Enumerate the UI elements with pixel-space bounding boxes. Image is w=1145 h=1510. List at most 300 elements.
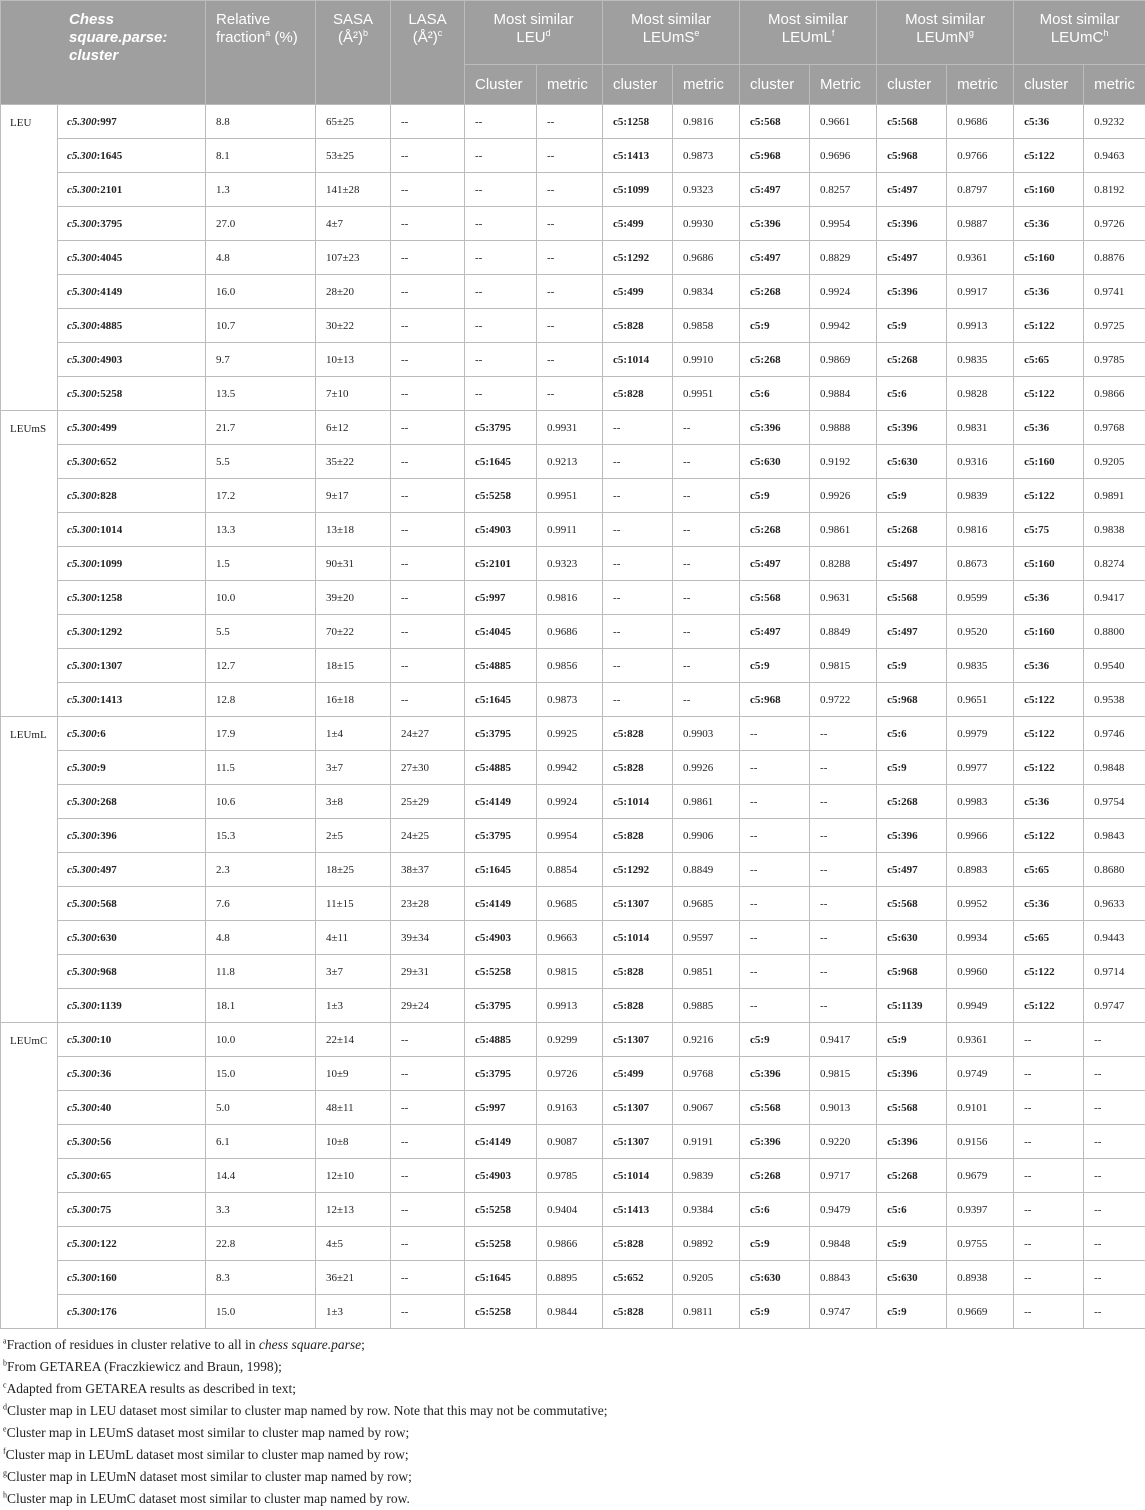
cell-leu-metric: 0.9785 [537, 1159, 603, 1193]
cell-leumn-cluster: c5:630 [877, 921, 947, 955]
cell-leums-cluster: c5:828 [603, 955, 673, 989]
cell-leu-metric: 0.9163 [537, 1091, 603, 1125]
footnote-marker: g [3, 1469, 7, 1478]
table-row [1, 1057, 1145, 1091]
cell-leuml-cluster: c5:268 [740, 513, 810, 547]
cell-leums-metric: 0.9892 [673, 1227, 740, 1261]
cell-leums-metric: 0.9903 [673, 717, 740, 751]
cell-leumn-metric: 0.9979 [947, 717, 1014, 751]
cell-lasa: -- [391, 513, 465, 547]
cell-leumc-cluster: -- [1014, 1227, 1084, 1261]
footnote [3, 1356, 1145, 1378]
cell-leu-cluster: -- [465, 207, 537, 241]
cell-leumn-metric: 0.9839 [947, 479, 1014, 513]
cell-leu-cluster: c5:3795 [465, 989, 537, 1023]
table-row [1, 139, 1145, 173]
cell-leums-metric: -- [673, 683, 740, 717]
cell-leums-metric: 0.9191 [673, 1125, 740, 1159]
footnote [3, 1334, 1145, 1356]
cell-lasa: -- [391, 1057, 465, 1091]
cell-leums-cluster: c5:828 [603, 1295, 673, 1329]
cluster-name [58, 615, 206, 649]
cell-leu-metric: 0.9686 [537, 615, 603, 649]
table-row [1, 343, 1145, 377]
cell-leuml-cluster: c5:568 [740, 581, 810, 615]
cluster-name [58, 173, 206, 207]
cluster-id: :4149 [97, 286, 123, 298]
cell-leumc-metric: 0.9714 [1084, 955, 1145, 989]
header-leums-cluster: cluster [603, 65, 673, 105]
table-row [1, 717, 1145, 751]
cell-leu-cluster: c5:3795 [465, 717, 537, 751]
header-group-leumn: Most similar LEUmN$^g$ [877, 1, 1014, 65]
cell-leuml-metric: 0.9631 [810, 581, 877, 615]
cluster-id: :396 [97, 830, 117, 842]
cell-leuml-metric: 0.8849 [810, 615, 877, 649]
cluster-prefix: c5.300 [67, 252, 97, 264]
cell-leu-metric: 0.9913 [537, 989, 603, 1023]
cell-leu-metric: 0.9911 [537, 513, 603, 547]
cell-leumn-metric: 0.9599 [947, 581, 1014, 615]
cell-leums-cluster: c5:1307 [603, 1125, 673, 1159]
cell-leu-cluster: c5:4903 [465, 513, 537, 547]
cell-relative-fraction: 17.2 [206, 479, 316, 513]
cell-leums-cluster: c5:499 [603, 1057, 673, 1091]
cell-leuml-metric: 0.9722 [810, 683, 877, 717]
cell-leumn-cluster: c5:968 [877, 955, 947, 989]
cell-lasa: -- [391, 377, 465, 411]
cell-leums-metric: 0.9816 [673, 105, 740, 139]
cell-leums-metric: 0.9910 [673, 343, 740, 377]
cluster-id: :630 [97, 932, 117, 944]
cell-leuml-metric: 0.9848 [810, 1227, 877, 1261]
cell-leu-metric: 0.9856 [537, 649, 603, 683]
cell-leumn-cluster: c5:9 [877, 309, 947, 343]
cell-relative-fraction: 13.5 [206, 377, 316, 411]
cell-leu-metric: 0.9816 [537, 581, 603, 615]
cell-leums-cluster: c5:828 [603, 309, 673, 343]
cluster-prefix: c5.300 [67, 1204, 97, 1216]
cell-leuml-metric: 0.9924 [810, 275, 877, 309]
cell-leumn-metric: 0.9397 [947, 1193, 1014, 1227]
cell-leumc-cluster: c5:65 [1014, 921, 1084, 955]
cluster-name [58, 513, 206, 547]
cluster-prefix: c5.300 [67, 1306, 97, 1318]
cell-leumc-cluster: -- [1014, 1159, 1084, 1193]
cell-leums-cluster: c5:1258 [603, 105, 673, 139]
header-leu-cluster: Cluster [465, 65, 537, 105]
cell-relative-fraction: 3.3 [206, 1193, 316, 1227]
cell-leuml-cluster: c5:630 [740, 1261, 810, 1295]
cell-leumn-cluster: c5:268 [877, 513, 947, 547]
cell-relative-fraction: 15.0 [206, 1295, 316, 1329]
cluster-name [58, 921, 206, 955]
cluster-prefix: c5.300 [67, 762, 97, 774]
header-group-leums: Most similar LEUmS$^e$ [603, 1, 740, 65]
cell-leuml-cluster: -- [740, 921, 810, 955]
cell-leuml-cluster: c5:568 [740, 105, 810, 139]
cell-sasa: 9±17 [316, 479, 391, 513]
cell-leu-cluster: -- [465, 343, 537, 377]
cell-leuml-metric: 0.9926 [810, 479, 877, 513]
cluster-id: :6 [97, 728, 106, 740]
cell-leuml-metric: 0.9479 [810, 1193, 877, 1227]
cell-leu-metric: 0.9087 [537, 1125, 603, 1159]
cell-sasa: 90±31 [316, 547, 391, 581]
cell-leuml-cluster: c5:268 [740, 275, 810, 309]
cell-leumc-cluster: -- [1014, 1023, 1084, 1057]
cell-leumc-cluster: c5:36 [1014, 887, 1084, 921]
cell-leumn-metric: 0.9977 [947, 751, 1014, 785]
cluster-id: :65 [97, 1170, 112, 1182]
cell-leumc-metric: 0.9463 [1084, 139, 1145, 173]
cell-leumc-cluster: c5:36 [1014, 275, 1084, 309]
table-row [1, 241, 1145, 275]
table-row [1, 785, 1145, 819]
cluster-id: :1292 [97, 626, 123, 638]
cell-leumn-metric: 0.9361 [947, 241, 1014, 275]
cell-leuml-cluster: -- [740, 955, 810, 989]
cell-leumc-cluster: c5:122 [1014, 377, 1084, 411]
cluster-name [58, 241, 206, 275]
cluster-id: :568 [97, 898, 117, 910]
cluster-prefix: c5.300 [67, 660, 97, 672]
cell-leu-cluster: c5:4885 [465, 751, 537, 785]
footnote [3, 1466, 1145, 1488]
cell-leumn-metric: 0.9679 [947, 1159, 1014, 1193]
cell-leumc-metric: -- [1084, 1057, 1145, 1091]
cell-relative-fraction: 11.5 [206, 751, 316, 785]
cell-leums-metric: 0.9858 [673, 309, 740, 343]
cell-leumn-metric: 0.9913 [947, 309, 1014, 343]
cell-leu-cluster: c5:997 [465, 581, 537, 615]
cluster-id: :4903 [97, 354, 123, 366]
cell-leums-cluster: c5:828 [603, 751, 673, 785]
cluster-name [58, 1227, 206, 1261]
cluster-id: :3795 [97, 218, 123, 230]
cluster-prefix: c5.300 [67, 1068, 97, 1080]
footnote [3, 1378, 1145, 1400]
cell-leumc-cluster: c5:65 [1014, 343, 1084, 377]
cluster-name [58, 1057, 206, 1091]
cluster-id: :499 [97, 422, 117, 434]
table-row [1, 377, 1145, 411]
table-row [1, 479, 1145, 513]
cell-leums-metric: 0.9926 [673, 751, 740, 785]
cell-sasa: 30±22 [316, 309, 391, 343]
cell-leuml-cluster: c5:968 [740, 139, 810, 173]
cell-relative-fraction: 5.0 [206, 1091, 316, 1125]
table-header [1, 1, 1145, 105]
cluster-name [58, 649, 206, 683]
cell-sasa: 107±23 [316, 241, 391, 275]
cell-leumn-metric: 0.9949 [947, 989, 1014, 1023]
cell-leums-cluster: -- [603, 513, 673, 547]
cluster-name [58, 1261, 206, 1295]
cell-leumc-metric: -- [1084, 1125, 1145, 1159]
table-row [1, 1125, 1145, 1159]
cell-leums-cluster: -- [603, 683, 673, 717]
cluster-name [58, 445, 206, 479]
cell-leumn-metric: 0.9952 [947, 887, 1014, 921]
table-row [1, 1261, 1145, 1295]
cell-leums-metric: 0.9686 [673, 241, 740, 275]
cluster-name [58, 853, 206, 887]
cell-leumc-metric: 0.8274 [1084, 547, 1145, 581]
cluster-id: :2101 [97, 184, 123, 196]
cell-leumc-cluster: c5:122 [1014, 309, 1084, 343]
cell-leums-cluster: c5:1307 [603, 887, 673, 921]
cell-leumn-cluster: c5:497 [877, 853, 947, 887]
cell-lasa: -- [391, 411, 465, 445]
cell-leuml-metric: 0.9884 [810, 377, 877, 411]
cell-sasa: 16±18 [316, 683, 391, 717]
cell-leu-metric: 0.9726 [537, 1057, 603, 1091]
cell-relative-fraction: 15.3 [206, 819, 316, 853]
table-row [1, 887, 1145, 921]
footnote-text: Cluster map in LEU dataset most similar to cluster map named by row. Note that this may not be commutative; [7, 1403, 608, 1418]
cluster-prefix: c5.300 [67, 626, 97, 638]
cell-leumc-metric: 0.9866 [1084, 377, 1145, 411]
cluster-prefix: c5.300 [67, 456, 97, 468]
cell-sasa: 1±3 [316, 1295, 391, 1329]
cell-leums-cluster: c5:1014 [603, 921, 673, 955]
cluster-id: :1413 [97, 694, 123, 706]
cell-leuml-metric: 0.9815 [810, 1057, 877, 1091]
cell-sasa: 1±4 [316, 717, 391, 751]
cluster-prefix: c5.300 [67, 490, 97, 502]
cell-lasa: 23±28 [391, 887, 465, 921]
cluster-id: :968 [97, 966, 117, 978]
footnote-marker: h [3, 1491, 7, 1500]
cell-leuml-cluster: c5:968 [740, 683, 810, 717]
table-row [1, 1295, 1145, 1329]
cell-sasa: 2±5 [316, 819, 391, 853]
cluster-id: :268 [97, 796, 117, 808]
cell-leuml-cluster: c5:268 [740, 343, 810, 377]
table-body [1, 105, 1145, 1329]
cell-leumn-cluster: c5:568 [877, 1091, 947, 1125]
cell-leumc-metric: 0.9540 [1084, 649, 1145, 683]
cell-leumn-cluster: c5:9 [877, 1023, 947, 1057]
cell-leuml-cluster: c5:9 [740, 1023, 810, 1057]
cell-leumn-metric: 0.9101 [947, 1091, 1014, 1125]
cell-relative-fraction: 1.5 [206, 547, 316, 581]
cell-sasa: 48±11 [316, 1091, 391, 1125]
cluster-name [58, 989, 206, 1023]
cluster-prefix: c5.300 [67, 150, 97, 162]
cluster-name [58, 819, 206, 853]
cluster-name [58, 343, 206, 377]
cell-lasa: -- [391, 1227, 465, 1261]
cell-leumn-metric: 0.9966 [947, 819, 1014, 853]
cell-leumc-cluster: c5:36 [1014, 785, 1084, 819]
cell-leuml-cluster: c5:396 [740, 1057, 810, 1091]
cell-leu-cluster: c5:3795 [465, 1057, 537, 1091]
cell-lasa: -- [391, 649, 465, 683]
cluster-name [58, 887, 206, 921]
cell-relative-fraction: 10.6 [206, 785, 316, 819]
cell-leuml-cluster: c5:630 [740, 445, 810, 479]
footnote-text: Cluster map in LEUmN dataset most similar to cluster map named by row; [7, 1469, 412, 1484]
cell-leums-metric: 0.9930 [673, 207, 740, 241]
cell-leums-cluster: -- [603, 445, 673, 479]
cluster-id: :9 [97, 762, 106, 774]
cluster-prefix: c5.300 [67, 1034, 97, 1046]
cell-leuml-metric: 0.9696 [810, 139, 877, 173]
cell-lasa: 25±29 [391, 785, 465, 819]
cell-leu-cluster: c5:2101 [465, 547, 537, 581]
table-row [1, 105, 1145, 139]
cluster-name [58, 1295, 206, 1329]
cell-leumc-metric: 0.9843 [1084, 819, 1145, 853]
cell-lasa: 39±34 [391, 921, 465, 955]
cluster-name [58, 1091, 206, 1125]
cluster-id: :1139 [97, 1000, 122, 1012]
cell-leu-metric: -- [537, 241, 603, 275]
cell-sasa: 3±7 [316, 955, 391, 989]
cell-leuml-metric: 0.9861 [810, 513, 877, 547]
cell-leumc-metric: 0.9232 [1084, 105, 1145, 139]
cell-leu-cluster: -- [465, 275, 537, 309]
cell-leu-cluster: c5:1645 [465, 683, 537, 717]
cluster-prefix: c5.300 [67, 796, 97, 808]
cell-leums-metric: -- [673, 411, 740, 445]
cell-leu-metric: 0.9942 [537, 751, 603, 785]
cell-sasa: 3±8 [316, 785, 391, 819]
cell-leumn-metric: 0.9520 [947, 615, 1014, 649]
cell-leumn-metric: 0.9835 [947, 343, 1014, 377]
cluster-prefix: c5.300 [67, 354, 97, 366]
header-leumn-cluster: cluster [877, 65, 947, 105]
cell-leumn-cluster: c5:396 [877, 1057, 947, 1091]
cluster-prefix: c5.300 [67, 320, 97, 332]
cluster-name [58, 1023, 206, 1057]
cell-relative-fraction: 12.7 [206, 649, 316, 683]
cell-leuml-metric: -- [810, 751, 877, 785]
cell-sasa: 12±13 [316, 1193, 391, 1227]
cell-leumc-cluster: -- [1014, 1057, 1084, 1091]
cell-leu-metric: 0.9931 [537, 411, 603, 445]
cell-lasa: -- [391, 275, 465, 309]
cell-leums-metric: 0.9811 [673, 1295, 740, 1329]
cell-leuml-metric: 0.8829 [810, 241, 877, 275]
cell-leumn-cluster: c5:630 [877, 445, 947, 479]
footnotes [0, 1329, 1145, 1510]
cluster-prefix: c5.300 [67, 116, 97, 128]
cell-leums-cluster: c5:1413 [603, 1193, 673, 1227]
cell-leums-cluster: c5:828 [603, 819, 673, 853]
cell-leumc-metric: -- [1084, 1023, 1145, 1057]
cell-sasa: 6±12 [316, 411, 391, 445]
cell-sasa: 53±25 [316, 139, 391, 173]
cell-leuml-cluster: c5:396 [740, 1125, 810, 1159]
header-leuml-cluster: cluster [740, 65, 810, 105]
cell-leumc-metric: 0.9768 [1084, 411, 1145, 445]
cluster-name [58, 309, 206, 343]
cell-leumc-metric: 0.9725 [1084, 309, 1145, 343]
cell-leu-cluster: c5:4149 [465, 1125, 537, 1159]
table-row [1, 1159, 1145, 1193]
cell-leu-metric: 0.9873 [537, 683, 603, 717]
cell-leumn-metric: 0.9835 [947, 649, 1014, 683]
cell-leumc-metric: -- [1084, 1091, 1145, 1125]
header-leums-metric: metric [673, 65, 740, 105]
cell-leums-metric: -- [673, 649, 740, 683]
table-row [1, 309, 1145, 343]
cell-leumn-cluster: c5:6 [877, 377, 947, 411]
cell-leums-cluster: -- [603, 411, 673, 445]
cell-leumc-metric: 0.9746 [1084, 717, 1145, 751]
cell-sasa: 4±11 [316, 921, 391, 955]
cell-leu-metric: 0.9404 [537, 1193, 603, 1227]
cell-leums-metric: 0.9323 [673, 173, 740, 207]
cell-relative-fraction: 4.8 [206, 241, 316, 275]
cell-leuml-metric: -- [810, 955, 877, 989]
cell-leumc-cluster: c5:36 [1014, 207, 1084, 241]
cell-leumc-cluster: c5:160 [1014, 241, 1084, 275]
cell-leu-cluster: c5:4903 [465, 921, 537, 955]
cell-leu-metric: 0.9299 [537, 1023, 603, 1057]
table-row [1, 615, 1145, 649]
cell-lasa: -- [391, 207, 465, 241]
cell-leums-cluster: -- [603, 547, 673, 581]
cell-relative-fraction: 11.8 [206, 955, 316, 989]
cell-leums-cluster: c5:1413 [603, 139, 673, 173]
cell-leums-cluster: c5:652 [603, 1261, 673, 1295]
cell-leumn-metric: 0.9669 [947, 1295, 1014, 1329]
cell-leumc-cluster: c5:122 [1014, 479, 1084, 513]
cell-leums-metric: 0.9685 [673, 887, 740, 921]
cell-leuml-metric: -- [810, 853, 877, 887]
cell-leumc-metric: -- [1084, 1159, 1145, 1193]
cell-leuml-metric: 0.9220 [810, 1125, 877, 1159]
cell-leumc-metric: -- [1084, 1193, 1145, 1227]
cluster-id: :75 [97, 1204, 112, 1216]
cell-leuml-metric: 0.8288 [810, 547, 877, 581]
cell-leums-cluster: c5:1014 [603, 785, 673, 819]
cluster-id: :1307 [97, 660, 123, 672]
cell-leumc-cluster: c5:160 [1014, 547, 1084, 581]
cell-leu-metric: 0.9844 [537, 1295, 603, 1329]
cluster-name [58, 955, 206, 989]
cell-leumc-metric: 0.9741 [1084, 275, 1145, 309]
cell-leumc-cluster: -- [1014, 1193, 1084, 1227]
cluster-name [58, 377, 206, 411]
cell-relative-fraction: 10.0 [206, 1023, 316, 1057]
cluster-prefix: c5.300 [67, 1102, 97, 1114]
cluster-id: :1014 [97, 524, 123, 536]
cell-relative-fraction: 2.3 [206, 853, 316, 887]
cell-leuml-cluster: c5:396 [740, 411, 810, 445]
cluster-name [58, 275, 206, 309]
cell-leumn-cluster: c5:968 [877, 683, 947, 717]
cluster-name [58, 207, 206, 241]
cell-lasa: -- [391, 615, 465, 649]
cell-leumc-metric: 0.9205 [1084, 445, 1145, 479]
cell-lasa: -- [391, 547, 465, 581]
cell-leumn-cluster: c5:268 [877, 1159, 947, 1193]
cell-leumc-cluster: -- [1014, 1091, 1084, 1125]
cell-leuml-metric: 0.9661 [810, 105, 877, 139]
footnote-marker: a [3, 1337, 7, 1346]
cell-leu-cluster: c5:4045 [465, 615, 537, 649]
cell-leu-cluster: c5:5258 [465, 1193, 537, 1227]
cell-leuml-metric: 0.8257 [810, 173, 877, 207]
header-relative-fraction: Relative fraction$^a$ (%) [206, 1, 316, 105]
cell-leuml-cluster: c5:396 [740, 207, 810, 241]
cluster-id: :36 [97, 1068, 112, 1080]
